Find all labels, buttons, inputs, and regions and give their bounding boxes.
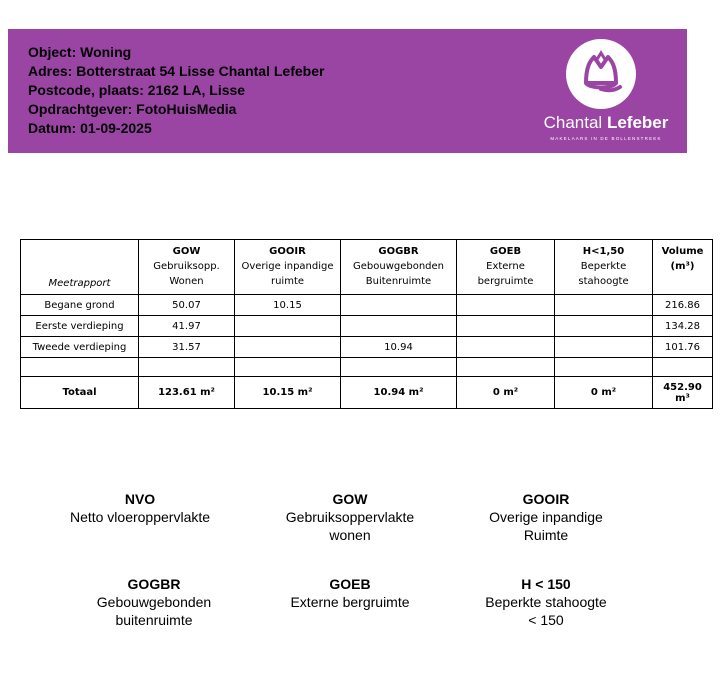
column-header: GOEB Externe bergruimte xyxy=(457,240,555,295)
table-label: Meetrapport xyxy=(21,240,139,295)
object-info xyxy=(28,43,324,138)
table-cell: 31.57 xyxy=(139,337,235,358)
table-header-row xyxy=(21,240,713,295)
table-row xyxy=(21,337,713,358)
table-cell xyxy=(457,295,555,316)
table-cell: 134.28 xyxy=(653,316,713,337)
table-cell: 216.86 xyxy=(653,295,713,316)
table-cell xyxy=(457,316,555,337)
address-line: Adres: Botterstraat 54 Lisse Chantal Lefeber xyxy=(28,63,325,79)
table-cell xyxy=(555,337,653,358)
total-row xyxy=(21,377,713,409)
column-header: GOOIR Overige inpandige ruimte xyxy=(235,240,341,295)
table-cell: 10.94 xyxy=(341,337,457,358)
table-cell xyxy=(235,316,341,337)
total-cell: 452.90 m³ xyxy=(653,377,713,409)
logo-first: Chantal xyxy=(543,113,603,132)
row-label: Begane grond xyxy=(21,295,139,316)
column-header: Volume (m³) xyxy=(653,240,713,295)
table-row xyxy=(21,295,713,316)
row-label: Tweede verdieping xyxy=(21,337,139,358)
logo-last: Lefeber xyxy=(606,113,669,132)
row-label: Eerste verdieping xyxy=(21,316,139,337)
legend-item-gogbr: GOGBR Gebouwgebonden buitenruimte xyxy=(96,576,212,628)
legend-item-h150: H < 150 Beperkte stahoogte < 150 xyxy=(485,576,607,628)
table-cell: 50.07 xyxy=(139,295,235,316)
table-cell xyxy=(457,337,555,358)
header-banner xyxy=(8,29,687,153)
table-cell xyxy=(341,316,457,337)
measurement-table xyxy=(20,239,713,409)
total-cell: 123.61 m² xyxy=(139,377,235,409)
column-header: GOW Gebruiksopp. Wonen xyxy=(139,240,235,295)
legend-item-gooir: GOOIR Overige inpandige Ruimte xyxy=(489,491,603,543)
table-cell xyxy=(235,337,341,358)
table-cell: 101.76 xyxy=(653,337,713,358)
table-cell xyxy=(555,316,653,337)
postcode-line: Postcode, plaats: 2162 LA, Lisse xyxy=(28,82,246,98)
object-line: Object: Woning xyxy=(28,44,132,60)
table-cell: 41.97 xyxy=(139,316,235,337)
table-cell xyxy=(341,295,457,316)
column-header: GOGBR Gebouwgebonden Buitenruimte xyxy=(341,240,457,295)
total-cell: 10.15 m² xyxy=(235,377,341,409)
logo-wordmark xyxy=(536,113,676,133)
client-line: Opdrachtgever: FotoHuisMedia xyxy=(28,101,237,117)
legend-item-goeb: GOEB Externe bergruimte xyxy=(290,576,410,610)
table-spacer-row xyxy=(21,358,713,377)
table-cell: 10.15 xyxy=(235,295,341,316)
total-cell: 10.94 m² xyxy=(341,377,457,409)
table-row xyxy=(21,316,713,337)
date-line: Datum: 01-09-2025 xyxy=(28,120,152,136)
company-logo xyxy=(536,39,676,149)
legend-item-gow: GOW Gebruiksoppervlakte wonen xyxy=(285,491,415,543)
legend-item-nvo: NVO Netto vloeroppervlakte xyxy=(69,491,211,525)
table-cell xyxy=(555,295,653,316)
total-cell: 0 m² xyxy=(555,377,653,409)
total-label: Totaal xyxy=(21,377,139,409)
logo-tagline: MAKELAARS IN DE BOLLENSTREEK xyxy=(550,136,662,141)
total-cell: 0 m² xyxy=(457,377,555,409)
tulip-logo-icon xyxy=(566,39,636,109)
column-header: H<1,50 Beperkte stahoogte xyxy=(555,240,653,295)
